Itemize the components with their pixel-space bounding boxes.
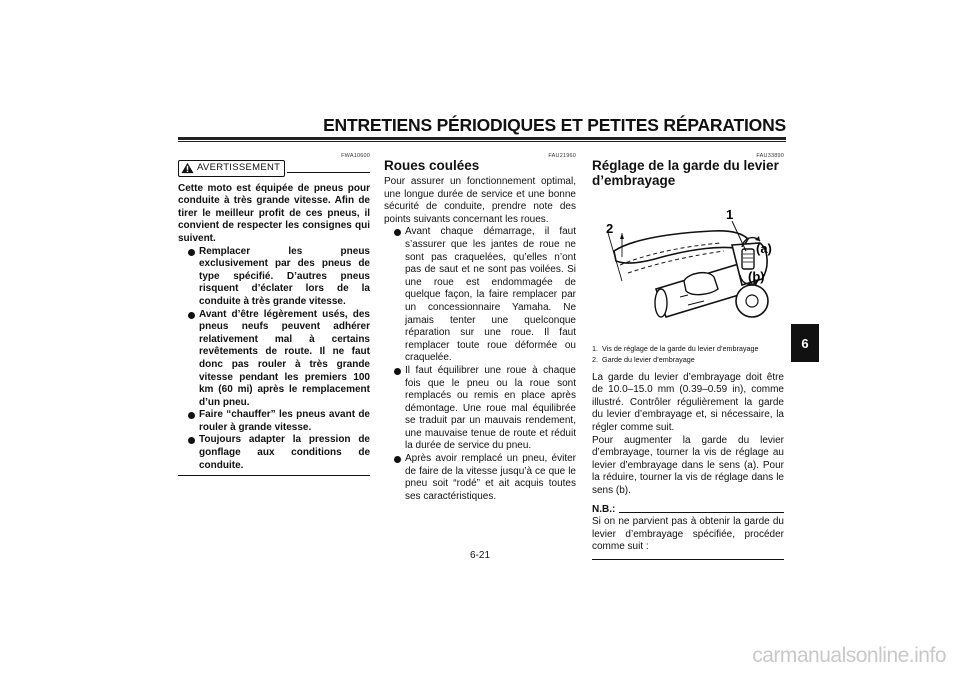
wheels-column [384, 150, 576, 503]
page-title: ENTRETIENS PÉRIODIQUES ET PETITES RÉPARATIONS [323, 115, 786, 135]
list-item-text: Après avoir remplacé un pneu, éviter de faire de la vitesse jusqu’à ce que le pneu soit “rodé” et ait acquis toutes ses caractéristiques. [405, 453, 576, 502]
figure-label-b: (b) [748, 269, 765, 284]
caption-text: Garde du levier d’embrayage [602, 354, 695, 364]
caption-number: 1. [592, 343, 598, 353]
list-item [394, 453, 576, 503]
figure-label-1: 1 [726, 207, 734, 222]
note-header [592, 504, 784, 517]
wheels-bullets [384, 226, 576, 503]
header-rule-thin [178, 141, 786, 142]
figure-label-a: (a) [756, 241, 772, 256]
chapter-tab: 6 [791, 324, 819, 362]
list-item-text: Il faut équilibrer une roue à chaque fois que le pneu ou la roue sont remplacés ou remis en place après démontage. Une roue mal équilibrée se traduit par un mauvais rendement, une mauvaise tenue de route et réduit la durée de service du pneu. [405, 364, 576, 452]
note-text: Si on ne parvient pas à obtenir la garde du levier d’embrayage spécifiée, procéder comme suit : [592, 516, 784, 553]
warning-code: FWA10600 [341, 153, 370, 159]
section-title: Réglage de la garde du levier d’embrayage [592, 158, 779, 188]
bullet-icon [188, 412, 195, 419]
bullet-icon [188, 437, 195, 444]
figure-captions [592, 344, 784, 364]
caption-item [592, 355, 784, 364]
clutch-body-2: Pour augmenter la garde du levier d’embrayage, tourner la vis de réglage au levier d’embrayage dans le sens (a). Pour la réduire, tourner la vis de réglage dans le sens (b). [592, 434, 784, 496]
section-code: FAU21960 [548, 153, 576, 159]
list-item [394, 226, 576, 365]
list-item-text: Faire “chauffer” les pneus avant de rouler à grande vitesse. [199, 409, 370, 433]
section-intro: Pour assurer un fonctionnement optimal, une longue durée de service et une bonne sécurité de conduite, prendre note des points suivants concernant les roues. [384, 176, 576, 225]
list-item-text: Remplacer les pneus exclusivement par des pneus de type spécifié. D’autres pneus risquent d’éclater lors de la conduite à très grande vitesse. [199, 245, 370, 307]
list-item-text: Avant d’être légèrement usés, des pneus neufs peuvent adhérer relativement mal à certains revêtements de route. Il ne faut donc pas rouler à très grande vitesse pendant les premiers 100 km (60 mi) après le remplacement d’un pneu. [199, 308, 370, 408]
bullet-icon [394, 368, 401, 375]
warning-rule [287, 172, 370, 173]
watermark: carmanualsonline.info [752, 644, 946, 667]
warning-triangle-icon [181, 162, 194, 174]
warning-end-rule [178, 475, 370, 476]
list-item-text: Avant chaque démarrage, il faut s’assurer que les jantes de roue ne sont pas craquelées, qu’elles n’ont pas de saut et ne sont pas voilées. Si une roue est endommagée de quelque façon, la faire remplacer par un concessionnaire Yamaha. Ne jamais tenter une quelconque réparation sur une roue. Il faut remplacer toute roue déformée ou craquelée. [405, 226, 576, 364]
note-label: N.B.: [592, 503, 616, 515]
bullet-icon [188, 249, 195, 256]
warning-intro: Cette moto est équipée de pneus pour conduite à très grande vitesse. Afin de tirer le meilleur profit de ces pneus, il convient de respecter les consignes qui suivent. [178, 182, 370, 244]
bullet-icon [394, 456, 401, 463]
list-item-text: Toujours adapter la pression de gonflage aux conditions de conduite. [199, 434, 370, 471]
section-title: Roues coulées [384, 158, 480, 173]
clutch-column [592, 150, 784, 560]
list-item [188, 246, 370, 309]
list-item [188, 309, 370, 410]
warning-header [178, 160, 370, 177]
caption-number: 2. [592, 354, 598, 364]
warning-bullets [178, 246, 370, 473]
page-number: 6-21 [469, 550, 490, 561]
warning-label: AVERTISSEMENT [197, 162, 281, 173]
clutch-body: La garde du levier d’embrayage doit être de 10.0–15.0 mm (0.39–0.59 in), comme illustré. Contrôler régulièrement la garde du levier d’embrayage et, si nécessaire, la régler comme suit. [592, 371, 784, 433]
list-item [188, 434, 370, 472]
list-item [188, 409, 370, 434]
figure-label-2: 2 [606, 221, 614, 236]
warning-column [178, 150, 370, 476]
section-code: FAU33890 [756, 153, 784, 159]
warning-badge [178, 160, 285, 177]
caption-text: Vis de réglage de la garde du levier d’embrayage [602, 343, 759, 353]
bullet-icon [394, 229, 401, 236]
list-item [394, 365, 576, 453]
caption-item [592, 344, 784, 353]
header-rule [178, 137, 786, 140]
bullet-icon [188, 312, 195, 319]
clutch-lever-illustration [592, 193, 784, 335]
note-rule [619, 512, 784, 513]
